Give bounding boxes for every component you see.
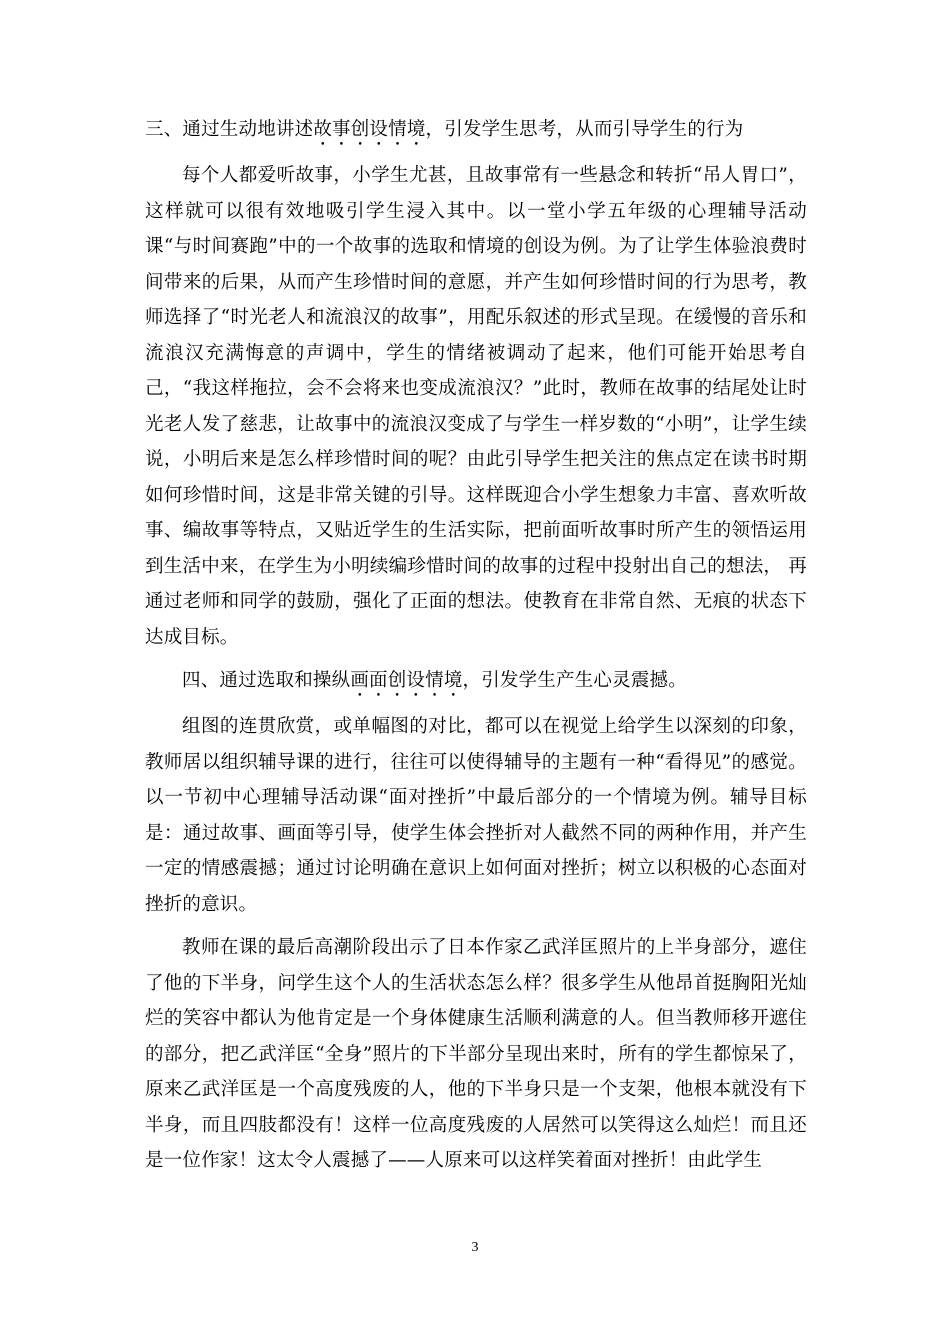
section-3-paragraph: 每个人都爱听故事，小学生尤甚，且故事常有一些悬念和转折“吊人胃口”，这样就可以很有效地吸引学生浸入其中。以一堂小学五年级的心理辅导活动课“与时间赛跑”中的一个故事的选取和情境的创设为例。为了让学生体验浪费时间带来的后果，从而产生珍惜时间的意愿，并产生如何珍惜时间的行为思考，教师选择了“时光老人和流浪汉的故事”，用配乐叙述的形式呈现。在缓慢的音乐和流浪汉充满悔意的声调中，学生的情绪被调动了起来，他们可能开始思考自己，“我这样拖拉，会不会将来也变成流浪汉？”此时，教师在故事的结尾处让时光老人发了慈悲，让故事中的流浪汉变成了与学生一样岁数的“小明”，让学生续说，小明后来是怎么样珍惜时间的呢？由此引导学生把关注的焦点定在读书时期如何珍惜时间，这是非常关键的引导。这样既迎合小学生想象力丰富、喜欢听故事、编故事等特点，又贴近学生的生活实际，把前面听故事时所产生的领悟运用到生活中来，在学生为小明续编珍惜时间的故事的过程中投射出自己的想法， 再通过老师和同学的鼓励，强化了正面的想法。使教育在非常自然、无痕的状态下达成目标。 bbox=[145, 165, 807, 648]
section-4-heading-emphasis: 画面创设情境 bbox=[350, 670, 463, 691]
section-4-heading bbox=[145, 663, 807, 701]
section-3-heading bbox=[145, 112, 807, 150]
section-4-heading-suffix: ，引发学生产生心灵震撼。 bbox=[462, 670, 687, 691]
section-4-heading-prefix: 四、通过选取和操纵 bbox=[182, 670, 351, 691]
section-3-heading-suffix: ，引发学生思考，从而引导学生的行为 bbox=[425, 119, 744, 140]
page-number: 3 bbox=[471, 1240, 479, 1255]
section-3-heading-emphasis: 故事创设情境 bbox=[313, 119, 426, 140]
section-4-paragraph-2: 教师在课的最后高潮阶段出示了日本作家乙武洋匡照片的上半身部分，遮住了他的下半身，问学生这个人的生活状态怎么样？很多学生从他昂首挺胸阳光灿烂的笑容中都认为他肯定是一个身体健康生活顺利满意的人。但当教师移开遮住的部分，把乙武洋匡“全身”照片的下半部分呈现出来时，所有的学生都惊呆了，原来乙武洋匡是一个高度残废的人，他的下半身只是一个支架，他根本就没有下半身，而且四肢都没有！这样一位高度残废的人居然可以笑得这么灿烂！而且还是一位作家！这太令人震撼了——人原来可以这样笑着面对挫折！由此学生 bbox=[145, 937, 807, 1171]
page-content bbox=[145, 112, 807, 1179]
section-3-heading-prefix: 三、通过生动地讲述 bbox=[145, 119, 314, 140]
section-4-paragraph-1: 组图的连贯欣赏，或单幅图的对比，都可以在视觉上给学生以深刻的印象，教师居以组织辅导课的进行，往往可以使得辅导的主题有一种“看得见”的感觉。以一节初中心理辅导活动课“面对挫折”中最后部分的一个情境为例。辅导目标是：通过故事、画面等引导，使学生体会挫折对人截然不同的两种作用，并产生一定的情感震撼；通过讨论明确在意识上如何面对挫折；树立以积极的心态面对挫折的意识。 bbox=[145, 716, 807, 915]
